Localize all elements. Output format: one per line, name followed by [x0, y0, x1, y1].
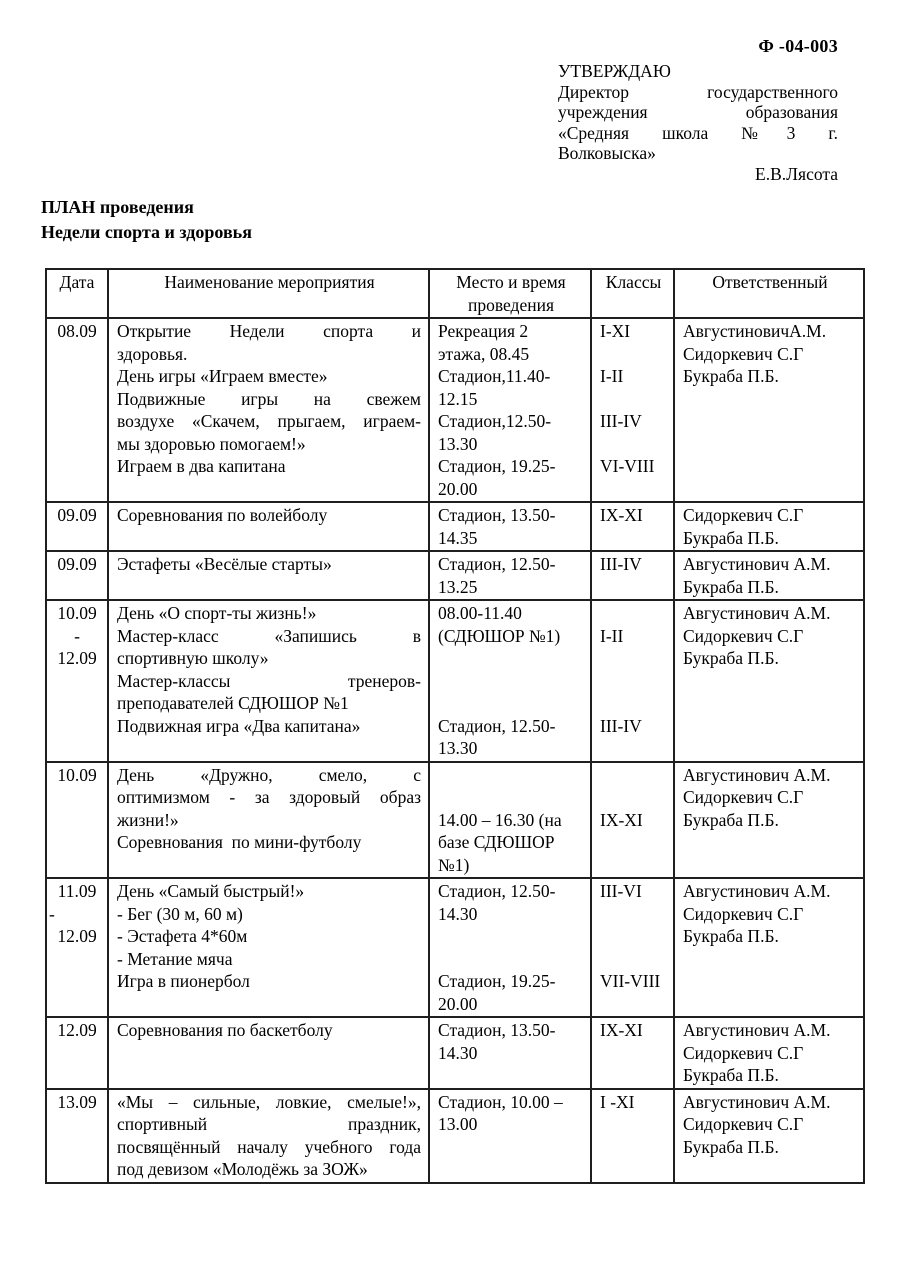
text-line: спортивную школу»: [117, 648, 269, 668]
text-line: 12.09: [57, 926, 97, 946]
text-line: 20.00: [438, 478, 478, 499]
text-line: 13.00: [438, 1114, 478, 1134]
cell-date: [46, 318, 108, 502]
text-line: учреждения образования: [558, 102, 838, 123]
cell-place-time: [429, 1017, 591, 1089]
text-line: [600, 692, 667, 715]
text-line: (СДЮШОР №1): [438, 625, 561, 646]
text-line: Подвижные игры на свежем: [117, 388, 421, 409]
cell-event-name: [108, 1089, 429, 1183]
column-header: [674, 269, 864, 318]
text-line: IX-XI: [600, 809, 643, 830]
text-line: I-XI: [600, 321, 631, 341]
column-header: [108, 269, 429, 318]
text-line: 13.25: [438, 576, 478, 597]
text-line: 12.09: [57, 1020, 97, 1040]
text-line: оптимизмом - за здоровый образ: [117, 787, 421, 807]
approval-block: [558, 61, 838, 185]
text-line: [438, 786, 584, 809]
text-line: 09.09: [57, 505, 97, 525]
cell-responsible: [674, 762, 864, 879]
text-line: Соревнования по волейболу: [117, 505, 328, 525]
text-line: воздухе «Скачем, прыгаем, играем-: [117, 411, 421, 431]
text-line: Мастер-классы тренеров-: [117, 670, 421, 691]
cell-classes: [591, 1089, 674, 1183]
text-line: 20.00: [438, 993, 478, 1014]
text-line: Открытие Недели спорта и: [117, 321, 421, 341]
cell-event-name: [108, 762, 429, 879]
cell-classes: [591, 502, 674, 551]
text-line: [438, 647, 584, 670]
table-row: [46, 1089, 864, 1183]
text-line: Стадион,11.40-: [438, 366, 551, 386]
cell-classes: [591, 600, 674, 762]
text-line: 14.35: [438, 527, 478, 548]
text-line: Августинович А.М.: [683, 1020, 831, 1040]
text-line: Стадион, 12.50-: [438, 715, 556, 736]
cell-date: [46, 1017, 108, 1089]
text-line: Играем в два капитана: [117, 456, 286, 476]
text-line: - Метание мяча: [117, 948, 233, 969]
text-line: проведения: [467, 294, 554, 315]
cell-classes: [591, 1017, 674, 1089]
text-line: Сидоркевич С.Г: [683, 1114, 804, 1134]
doc-title-line-2: Недели спорта и здоровья: [41, 222, 252, 242]
text-line: Букраба П.Б.: [683, 648, 779, 668]
text-line: VI-VIII: [600, 456, 655, 476]
cell-event-name: [108, 1017, 429, 1089]
text-line: 10.09: [57, 764, 97, 785]
text-line: III-VI: [600, 881, 642, 901]
text-line: III-IV: [600, 411, 642, 431]
text-line: [600, 670, 667, 693]
text-line: АвгустиновичА.М.: [683, 321, 827, 341]
text-line: - Эстафета 4*60м: [117, 926, 248, 946]
text-line: Е.В.Лясота: [755, 163, 838, 184]
text-line: [600, 433, 667, 456]
text-line: I -XI: [600, 1091, 635, 1112]
cell-classes: [591, 762, 674, 879]
cell-date: [46, 762, 108, 879]
cell-date: [46, 551, 108, 600]
cell-classes: [591, 551, 674, 600]
table-row: [46, 1017, 864, 1089]
text-line: Сидоркевич С.Г: [683, 505, 804, 525]
text-line: Игра в пионербол: [117, 971, 250, 991]
cell-responsible: [674, 318, 864, 502]
text-line: День «Дружно, смело, с: [117, 764, 421, 785]
table-head: [46, 269, 864, 318]
text-line: [438, 670, 584, 693]
text-line: Волковыска»: [558, 143, 656, 164]
text-line: [438, 925, 584, 948]
text-line: [438, 764, 584, 787]
cell-responsible: [674, 551, 864, 600]
text-line: мы здоровью помогаем!»: [117, 433, 306, 454]
form-code: Ф -04-003: [758, 36, 838, 56]
doc-title: [41, 195, 252, 245]
text-line: Стадион, 13.50-: [438, 505, 556, 525]
text-line: Стадион, 12.50-: [438, 554, 556, 574]
text-line: «Средняя школа №3 г.: [558, 122, 838, 143]
text-line: «Мы – сильные, ловкие, смелые!»,: [117, 1091, 421, 1112]
text-line: Букраба П.Б.: [683, 576, 779, 597]
cell-classes: [591, 878, 674, 1017]
text-line: 13.30: [438, 433, 478, 454]
text-line: [600, 948, 667, 971]
text-line: - Бег (30 м, 60 м): [117, 903, 243, 924]
text-line: базе СДЮШОР: [438, 832, 555, 852]
text-line: III-IV: [600, 554, 642, 574]
text-line: Букраба П.Б.: [683, 1136, 779, 1157]
text-line: [600, 602, 667, 625]
cell-responsible: [674, 502, 864, 551]
cell-responsible: [674, 1089, 864, 1183]
cell-place-time: [429, 762, 591, 879]
text-line: Букраба П.Б.: [683, 1065, 779, 1085]
text-line: посвящённый началу учебного года: [117, 1136, 421, 1157]
text-line: [600, 343, 667, 366]
text-line: [600, 388, 667, 411]
text-line: 09.09: [57, 554, 97, 574]
text-line: Рекреация 2: [438, 321, 529, 341]
text-line: 14.30: [438, 903, 478, 924]
text-line: жизни!»: [117, 809, 179, 830]
cell-event-name: [108, 502, 429, 551]
text-line: Букраба П.Б.: [683, 366, 779, 386]
text-line: Сидоркевич С.Г: [683, 787, 804, 807]
cell-responsible: [674, 878, 864, 1017]
text-line: [438, 948, 584, 971]
text-line: Сидоркевич С.Г: [683, 625, 804, 646]
doc-title-line-1: ПЛАН проведения: [41, 197, 194, 217]
text-line: VII-VIII: [600, 971, 661, 991]
text-line: этажа, 08.45: [438, 343, 530, 364]
text-line: здоровья.: [117, 343, 188, 364]
text-line: Августинович А.М.: [683, 764, 831, 785]
text-line: спортивный праздник,: [117, 1114, 421, 1134]
text-line: преподавателей СДЮШОР №1: [117, 693, 349, 713]
text-line: Букраба П.Б.: [683, 926, 779, 946]
text-line: Место и время: [456, 272, 566, 292]
text-line: Дата: [59, 272, 95, 292]
text-line: 08.00-11.40: [438, 603, 522, 623]
table-body: [46, 318, 864, 1183]
table-row: [46, 762, 864, 879]
cell-place-time: [429, 1089, 591, 1183]
text-line: [600, 786, 667, 809]
schedule-table: [45, 268, 865, 1184]
text-line: III-IV: [600, 715, 642, 736]
cell-classes: [591, 318, 674, 502]
text-line: Сидоркевич С.Г: [683, 343, 804, 364]
text-line: -: [49, 903, 55, 924]
text-line: 13.30: [438, 738, 478, 758]
text-line: День «Самый быстрый!»: [117, 881, 305, 901]
text-line: Стадион, 10.00 –: [438, 1091, 563, 1112]
cell-responsible: [674, 600, 864, 762]
cell-date: [46, 878, 108, 1017]
text-line: IX-XI: [600, 1020, 643, 1040]
text-line: IX-XI: [600, 505, 643, 525]
cell-date: [46, 1089, 108, 1183]
text-line: Соревнования по баскетболу: [117, 1020, 333, 1040]
text-line: -: [74, 625, 80, 646]
text-line: Августинович А.М.: [683, 603, 831, 623]
text-line: Мастер-класс «Запишись в: [117, 625, 421, 646]
text-line: [600, 647, 667, 670]
text-line: 13.09: [57, 1091, 97, 1112]
cell-place-time: [429, 878, 591, 1017]
cell-place-time: [429, 551, 591, 600]
cell-place-time: [429, 502, 591, 551]
text-line: Августинович А.М.: [683, 554, 831, 574]
text-line: Сидоркевич С.Г: [683, 903, 804, 924]
column-header: [46, 269, 108, 318]
table-row: [46, 502, 864, 551]
text-line: Сидоркевич С.Г: [683, 1042, 804, 1063]
text-line: Стадион, 13.50-: [438, 1020, 556, 1040]
text-line: День «О спорт-ты жизнь!»: [117, 603, 317, 623]
table-row: [46, 551, 864, 600]
text-line: Стадион, 12.50-: [438, 881, 556, 901]
text-line: Наименование мероприятия: [164, 272, 375, 292]
text-line: Эстафеты «Весёлые старты»: [117, 554, 332, 574]
text-line: 12.09: [57, 648, 97, 668]
text-line: I-II: [600, 625, 624, 646]
cell-event-name: [108, 600, 429, 762]
text-line: Букраба П.Б.: [683, 527, 779, 548]
cell-event-name: [108, 878, 429, 1017]
text-line: [600, 925, 667, 948]
text-line: №1): [438, 854, 470, 875]
cell-date: [46, 600, 108, 762]
text-line: 10.09: [57, 603, 97, 623]
cell-place-time: [429, 600, 591, 762]
text-line: [438, 692, 584, 715]
text-line: Ответственный: [712, 272, 828, 292]
text-line: Августинович А.М.: [683, 1091, 831, 1112]
text-line: Директор государственного: [558, 81, 838, 102]
text-line: [600, 903, 667, 926]
text-line: День игры «Играем вместе»: [117, 366, 328, 386]
text-line: Подвижная игра «Два капитана»: [117, 715, 361, 736]
text-line: Классы: [605, 272, 662, 292]
header-row: [46, 269, 864, 318]
text-line: Букраба П.Б.: [683, 809, 779, 830]
text-line: Августинович А.М.: [683, 881, 831, 901]
text-line: 12.15: [438, 388, 478, 409]
text-line: Стадион,12.50-: [438, 411, 552, 431]
cell-place-time: [429, 318, 591, 502]
text-line: Стадион, 19.25-: [438, 456, 556, 476]
cell-event-name: [108, 318, 429, 502]
table-row: [46, 878, 864, 1017]
column-header: [591, 269, 674, 318]
column-header: [429, 269, 591, 318]
text-line: 14.30: [438, 1042, 478, 1063]
text-line: 11.09: [57, 881, 97, 901]
table-row: [46, 318, 864, 502]
text-line: Стадион, 19.25-: [438, 971, 556, 991]
table-row: [46, 600, 864, 762]
cell-event-name: [108, 551, 429, 600]
text-line: под девизом «Молодёжь за ЗОЖ»: [117, 1159, 368, 1179]
text-line: 08.09: [57, 321, 97, 341]
text-line: Соревнования по мини-футболу: [117, 832, 362, 852]
cell-responsible: [674, 1017, 864, 1089]
text-line: [600, 764, 667, 787]
text-line: УТВЕРЖДАЮ: [558, 61, 671, 81]
text-line: I-II: [600, 366, 624, 386]
cell-date: [46, 502, 108, 551]
text-line: 14.00 – 16.30 (на: [438, 809, 562, 830]
